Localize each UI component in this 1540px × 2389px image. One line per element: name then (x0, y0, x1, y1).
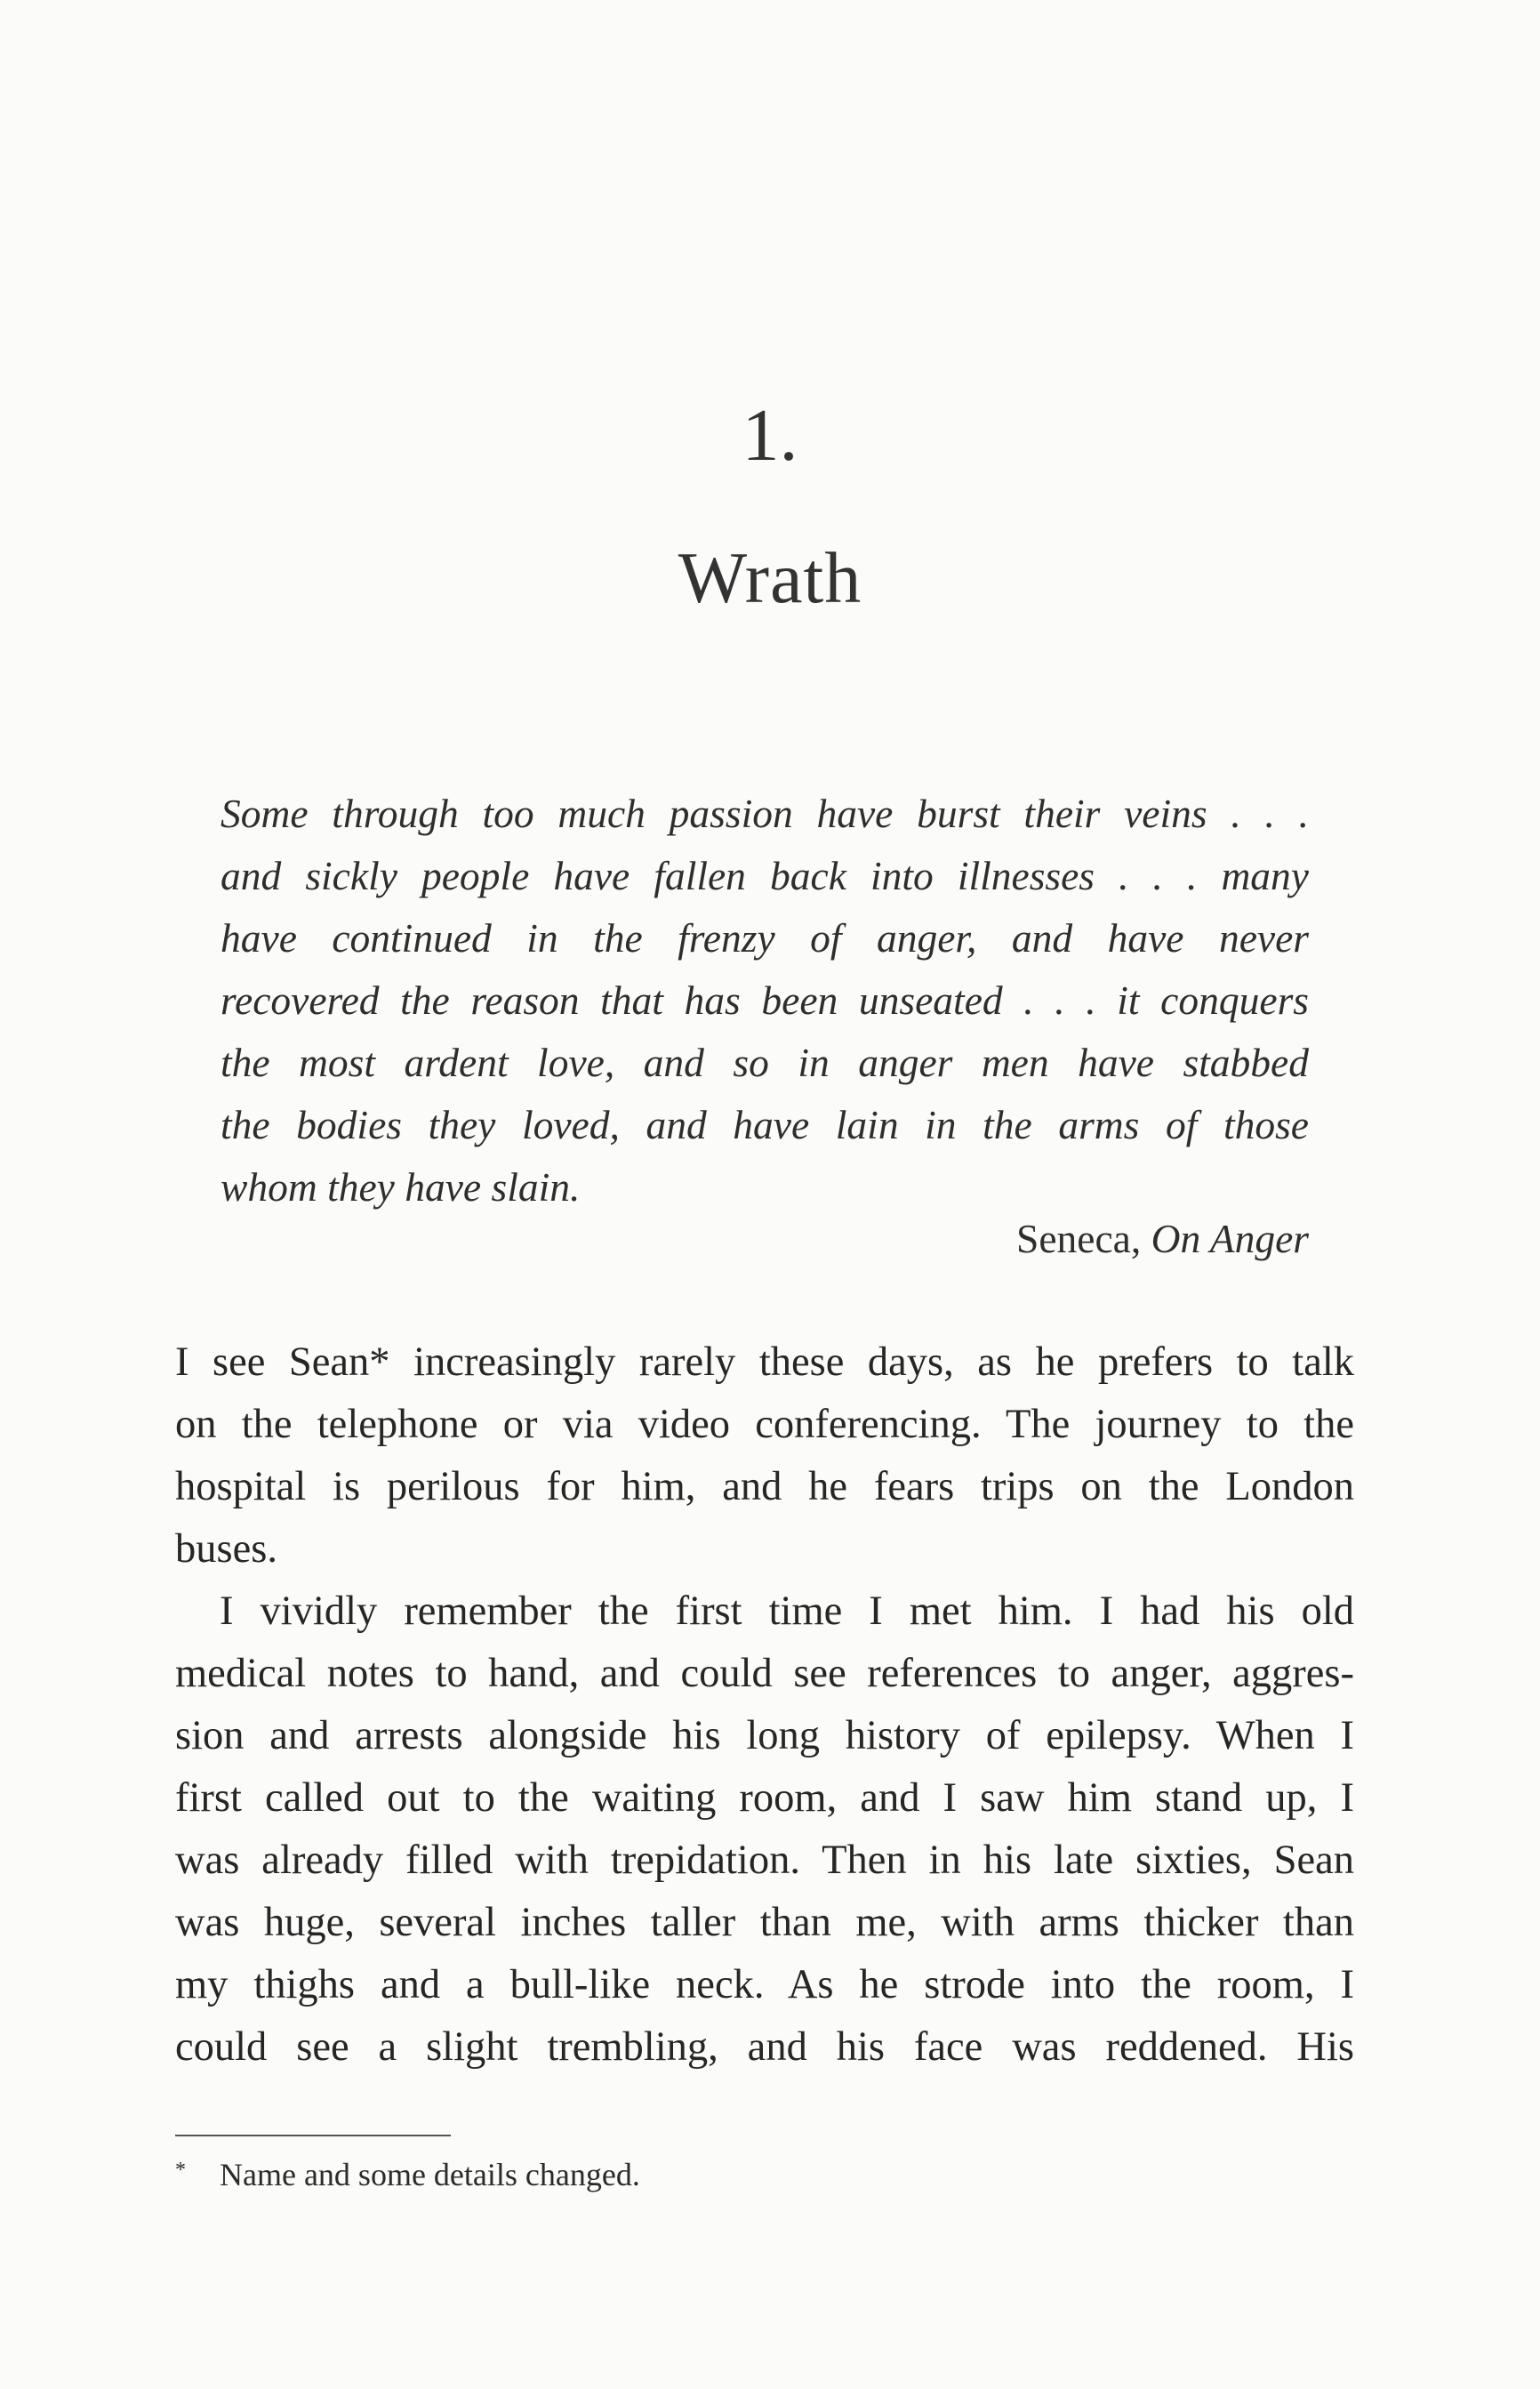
epigraph-line: the most ardent love, and so in anger men have stabbed (221, 1040, 1309, 1085)
body-line: first called out to the waiting room, and I saw him stand up, I (175, 1775, 1354, 1821)
body-text (175, 1331, 1354, 2079)
epigraph-line: have continued in the frenzy of anger, and have never (221, 915, 1309, 961)
footnote-mark: * (175, 2159, 186, 2182)
epigraph-line: recovered the reason that has been unseated . . . it conquers (221, 977, 1309, 1023)
epigraph-line: Some through too much passion have burst their veins . . . (221, 791, 1309, 836)
epigraph-line: and sickly people have fallen back into illnesses . . . many (221, 853, 1309, 898)
body-line: sion and arrests alongside his long history of epilepsy. When I (175, 1713, 1354, 1758)
body-line: was already filled with trepidation. Then in his late sixties, Sean (175, 1838, 1354, 1883)
body-line: I see Sean* increasingly rarely these days, as he prefers to talk (175, 1339, 1354, 1385)
body-line: on the telephone or via video conferencing. The journey to the (175, 1402, 1354, 1447)
body-line: I vividly remember the first time I met him. I had his old (220, 1589, 1354, 1634)
body-line: was huge, several inches taller than me, with arms thicker than (175, 1900, 1354, 1945)
footnote-text: Name and some details changed. (220, 2157, 640, 2192)
body-line: could see a slight trembling, and his face was reddened. His (175, 2024, 1354, 2070)
body-line: my thighs and a bull-like neck. As he strode into the room, I (175, 1962, 1354, 2007)
footnote (175, 2145, 1354, 2200)
body-line: hospital is perilous for him, and he fears trips on the London (175, 1464, 1354, 1509)
epigraph-attribution (221, 1208, 1309, 1270)
epigraph (221, 783, 1309, 1219)
chapter-number: 1. (742, 394, 798, 477)
body-line: medical notes to hand, and could see references to anger, aggres- (175, 1651, 1354, 1696)
chapter-title: Wrath (678, 537, 862, 618)
epigraph-line: the bodies they loved, and have lain in the arms of those (221, 1102, 1309, 1147)
body-line: buses. (175, 1526, 277, 1572)
epigraph-line: whom they have slain. (221, 1164, 581, 1210)
attribution-work: On Anger (1151, 1216, 1309, 1261)
attribution-author: Seneca, (1016, 1216, 1142, 1261)
footnote-divider (175, 2135, 451, 2136)
